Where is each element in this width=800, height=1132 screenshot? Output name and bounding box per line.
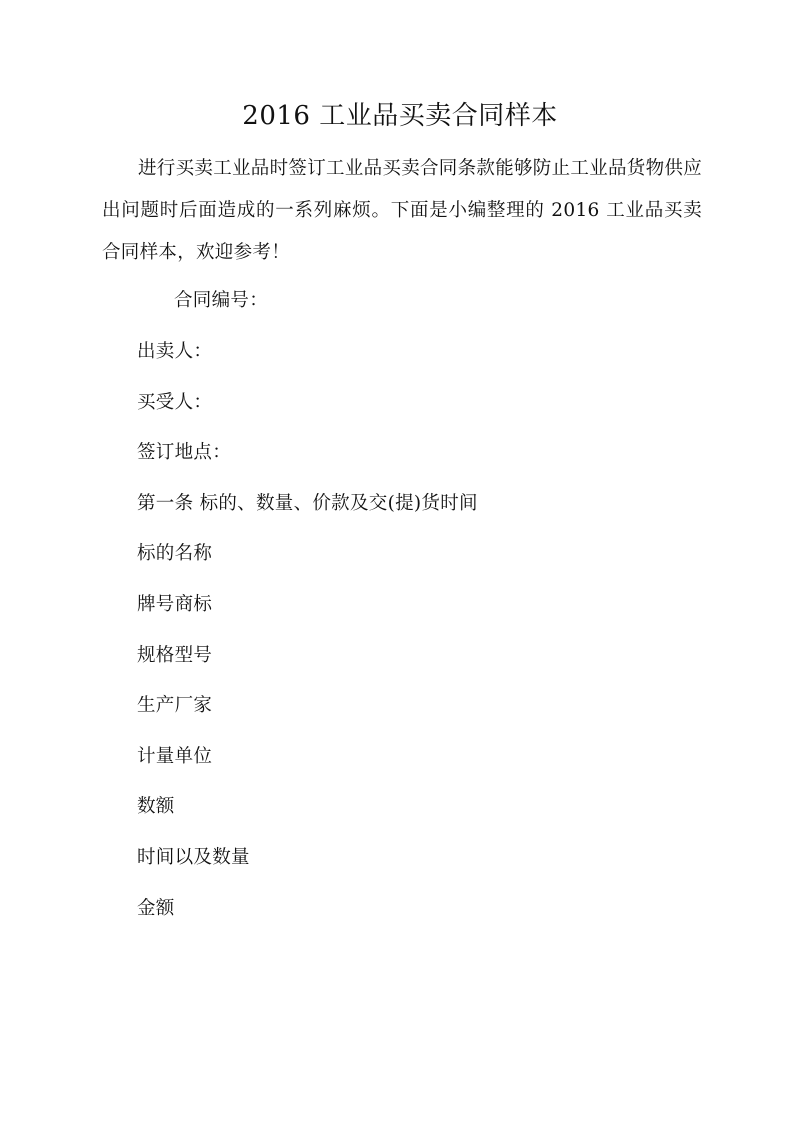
- list-item: 标的名称: [137, 543, 213, 564]
- list-item: 数额: [137, 796, 175, 817]
- list-item: 生产厂家: [137, 695, 213, 716]
- contract-number-field: 合同编号：: [174, 290, 269, 311]
- buyer-field: 买受人：: [137, 392, 213, 413]
- list-item: 规格型号: [137, 645, 213, 666]
- list-item: 牌号商标: [137, 594, 213, 615]
- signing-place-field: 签订地点：: [137, 442, 232, 463]
- list-item: 计量单位: [137, 746, 213, 767]
- list-item: 金额: [137, 898, 175, 919]
- document-title: 2016 工业品买卖合同样本: [242, 101, 558, 131]
- article-1-heading: 第一条 标的、数量、价款及交(提)货时间: [137, 493, 478, 514]
- intro-paragraph: 进行买卖工业品时签订工业品买卖合同条款能够防止工业品货物供应出问题时后面造成的一系列麻烦。下面是小编整理的 2016 工业品买卖合同样本，欢迎参考！: [102, 158, 703, 263]
- list-item: 时间以及数量: [137, 847, 250, 868]
- seller-field: 出卖人：: [137, 341, 213, 362]
